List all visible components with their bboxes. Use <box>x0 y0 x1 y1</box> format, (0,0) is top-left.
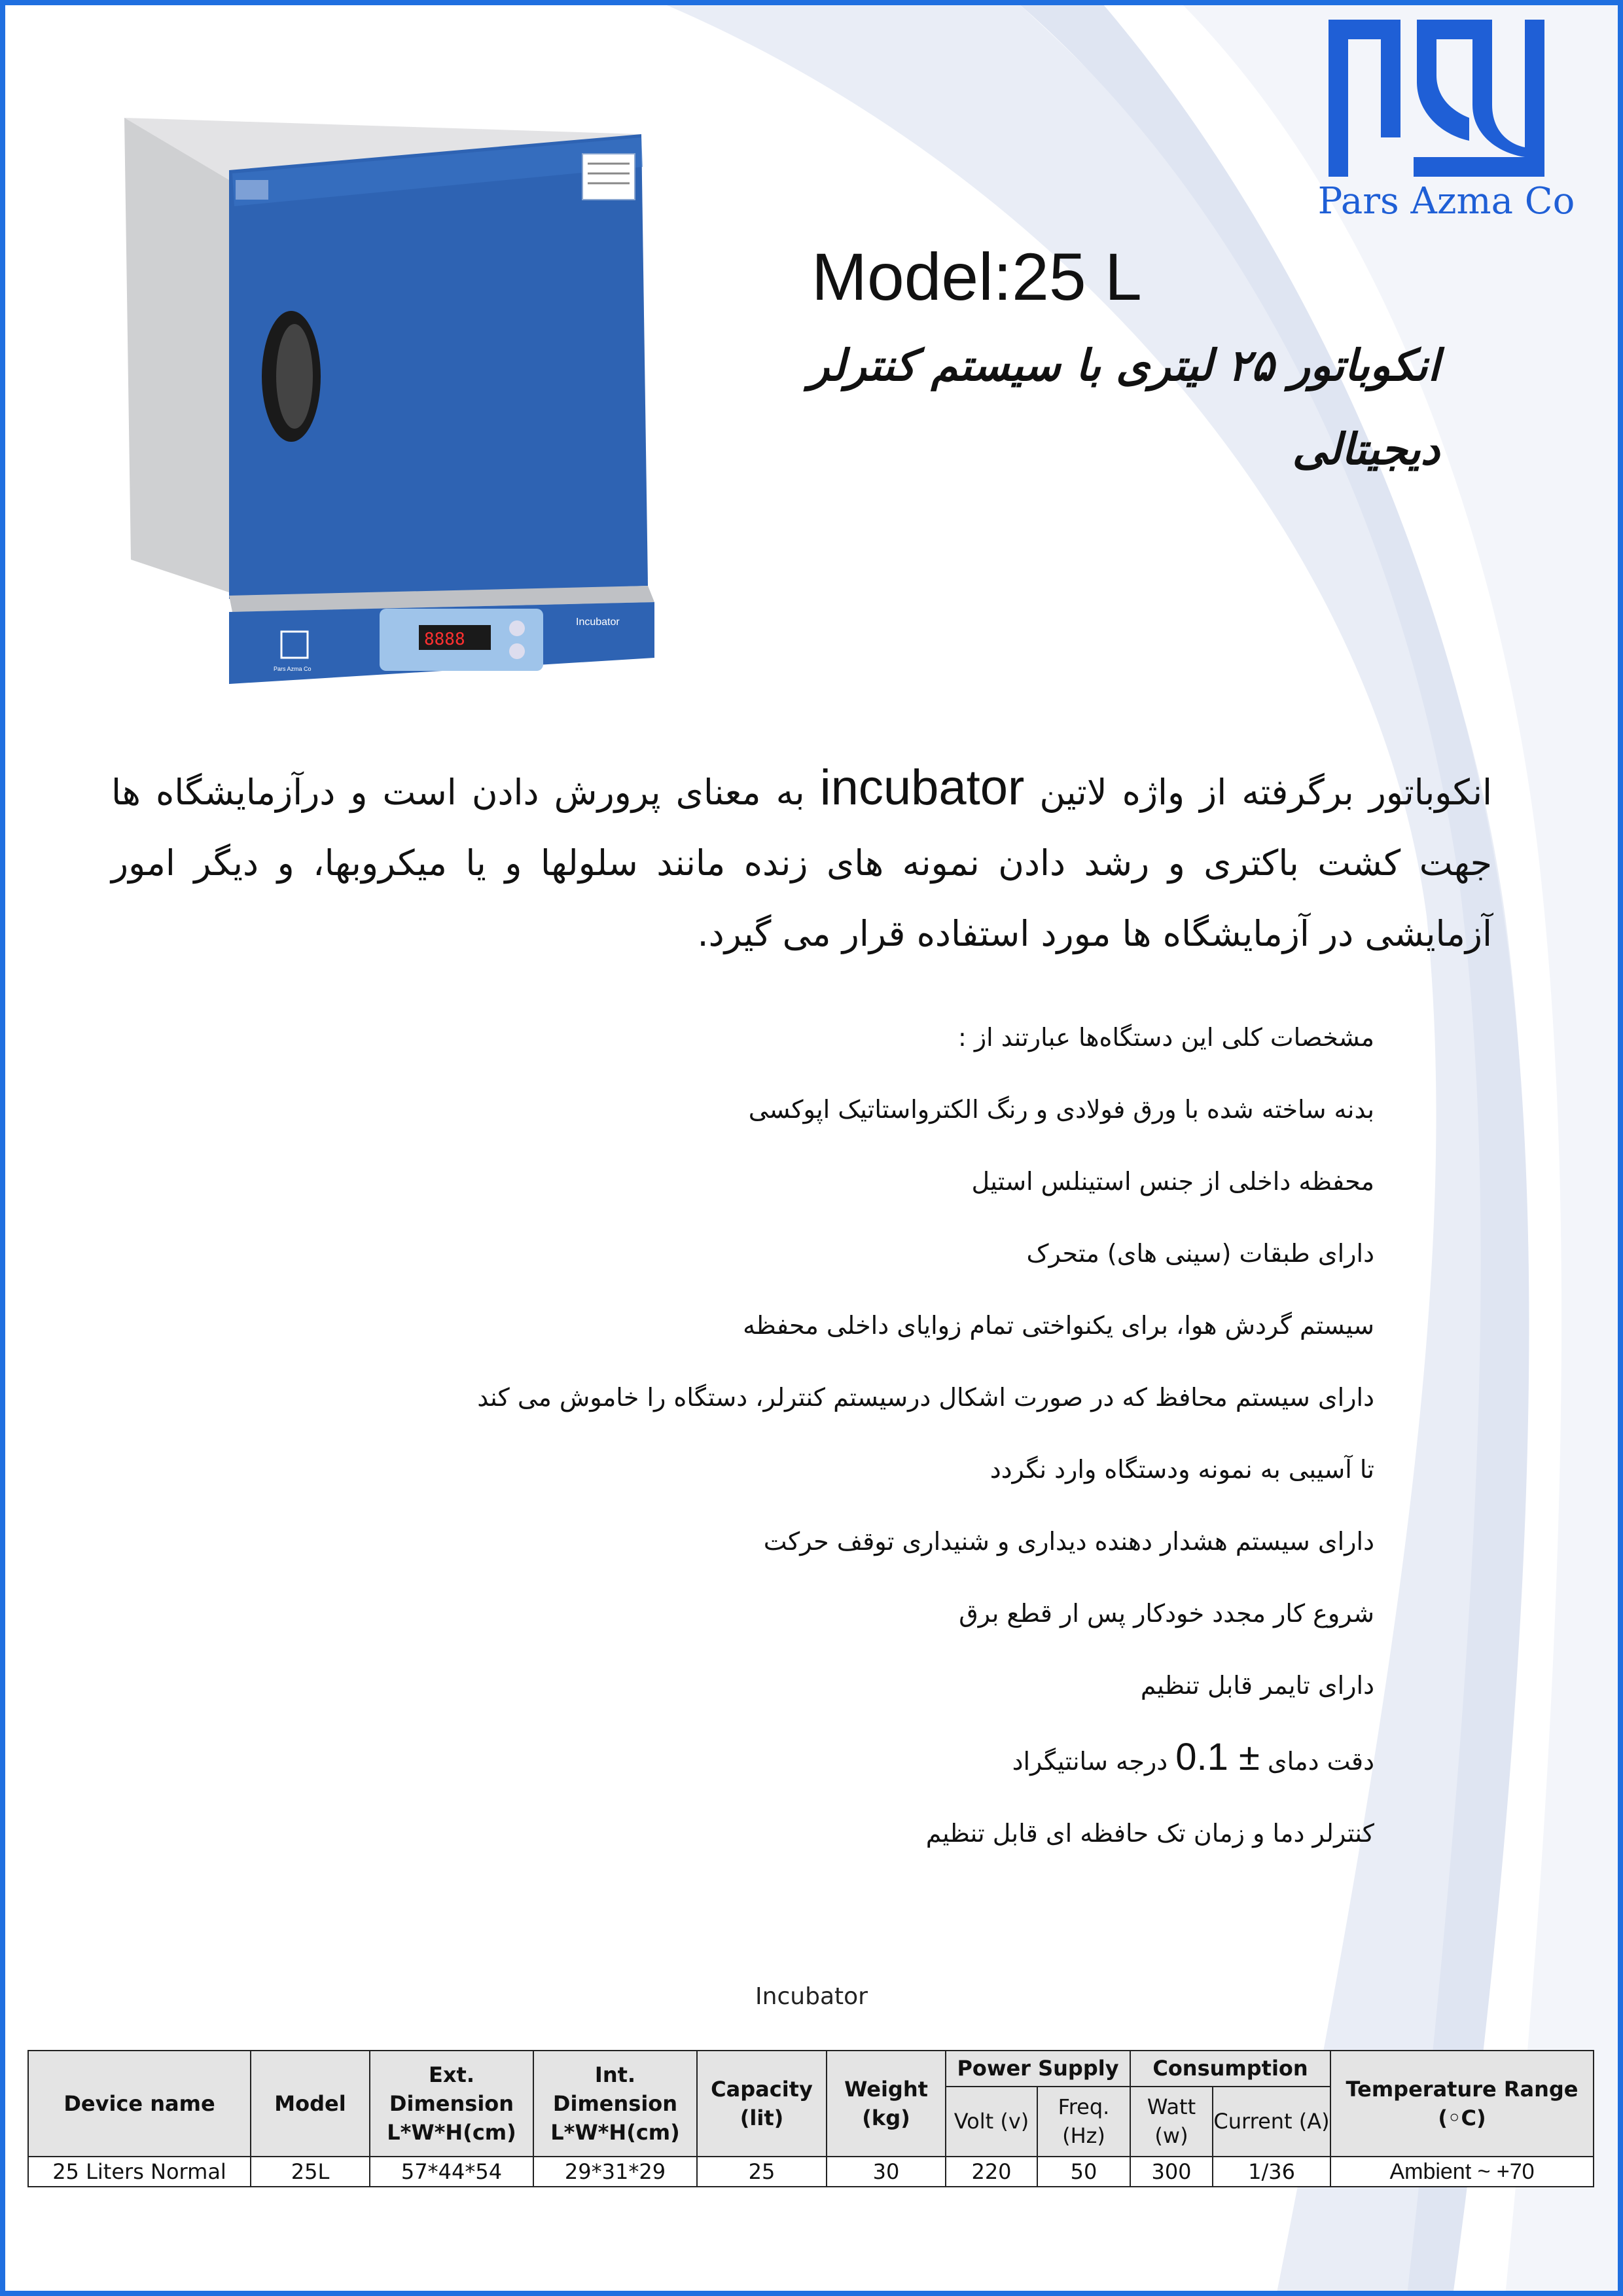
accuracy-prefix: دقت دمای <box>1267 1747 1374 1776</box>
table-row <box>28 2157 1594 2187</box>
model-title: Model:25 L <box>812 240 1142 314</box>
header-int-dimension: Int. Dimension L*W*H(cm) <box>533 2051 697 2157</box>
header-watt: Watt (w) <box>1130 2087 1213 2157</box>
header-capacity: Capacity (lit) <box>697 2051 827 2157</box>
feature-item: دارای تایمر قابل تنظیم <box>1140 1671 1374 1700</box>
intro-paragraph <box>111 753 1492 969</box>
cell-ext-dimension: 57*44*54 <box>370 2157 533 2187</box>
company-logo <box>1329 20 1544 177</box>
cell-weight: 30 <box>827 2157 946 2187</box>
feature-item: دارای سیستم محافظ که در صورت اشکال درسیستم کنترلر، دستگاه را خاموش می کند <box>477 1383 1374 1412</box>
header-freq: Freq. (Hz) <box>1037 2087 1130 2157</box>
cell-current: 1/36 <box>1213 2157 1330 2187</box>
header-device-name: Device name <box>28 2051 251 2157</box>
feature-item: شروع کار مجدد خودکار پس ار قطع برق <box>959 1599 1374 1628</box>
intro-latin-word: incubator <box>819 760 1025 816</box>
header-current: Current (A) <box>1213 2087 1330 2157</box>
header-volt: Volt (v) <box>946 2087 1037 2157</box>
accuracy-value: 0.1 ± <box>1175 1736 1260 1778</box>
feature-item: سیستم گردش هوا، برای یکنواختی تمام زوایای داخلی محفظه <box>743 1311 1374 1340</box>
intro-text-after: به معنای پرورش دادن است و درآزمایشگاه ها جهت کشت باکتری و رشد دادن نمونه های زنده مانند سلولها و یا میکروبها، و دیگر امور آزمایشی در آزمایشگاه ها مورد استفاده قرار می گیرد. <box>111 772 1492 954</box>
accuracy-suffix: درجه سانتیگراد <box>1012 1747 1168 1776</box>
product-label: Incubator <box>576 617 620 628</box>
header-temperature-range: Temperature Range (◦C) <box>1330 2051 1594 2157</box>
spec-table <box>27 2050 1594 2187</box>
header-ext-dimension: Ext. Dimension L*W*H(cm) <box>370 2051 533 2157</box>
intro-text-before: انکوباتور برگرفته از واژه لاتین <box>1024 772 1492 813</box>
cell-freq: 50 <box>1037 2157 1130 2187</box>
features-list <box>196 1001 1374 1869</box>
features-heading: مشخصات کلی این دستگاه‌ها عبارتند از : <box>957 1023 1374 1052</box>
header-weight: Weight (kg) <box>827 2051 946 2157</box>
cell-int-dimension: 29*31*29 <box>533 2157 697 2187</box>
cell-temperature-range: Ambient ~ +70 <box>1330 2157 1594 2187</box>
cell-capacity: 25 <box>697 2157 827 2187</box>
feature-item: تا آسیبی به نمونه ودستگاه وارد نگردد <box>990 1455 1374 1484</box>
feature-item: بدنه ساخته شده با ورق فولادی و رنگ الکترواستاتیک اپوکسی <box>748 1095 1374 1124</box>
product-title-fa: انکوباتور ۲۵ لیتری با سیستم کنترلر دیجیتالی <box>808 340 1440 475</box>
feature-item: کنترلر دما و زمان تک حافظه ای قابل تنظیم <box>925 1819 1374 1848</box>
cell-watt: 300 <box>1130 2157 1213 2187</box>
feature-item: محفظه داخلی از جنس استینلس استیل <box>971 1167 1374 1196</box>
header-power-supply: Power Supply <box>946 2051 1130 2087</box>
table-caption: Incubator <box>755 1983 868 2010</box>
svg-text:8888: 8888 <box>424 630 465 649</box>
header-model: Model <box>251 2051 370 2157</box>
feature-item: دارای طبقات (سینی های) متحرک <box>1026 1239 1374 1268</box>
company-name: Pars Azma Co <box>1317 180 1575 223</box>
cell-device-name: 25 Liters Normal <box>28 2157 251 2187</box>
header-consumption: Consumption <box>1130 2051 1330 2087</box>
feature-item: دارای سیستم هشدار دهنده دیداری و شنیداری توقف حرکت <box>763 1527 1374 1556</box>
product-brand: Pars Azma Co <box>274 666 312 672</box>
cell-volt: 220 <box>946 2157 1037 2187</box>
incubator-product-image <box>118 108 668 691</box>
cell-model: 25L <box>251 2157 370 2187</box>
feature-accuracy <box>196 1721 1374 1797</box>
